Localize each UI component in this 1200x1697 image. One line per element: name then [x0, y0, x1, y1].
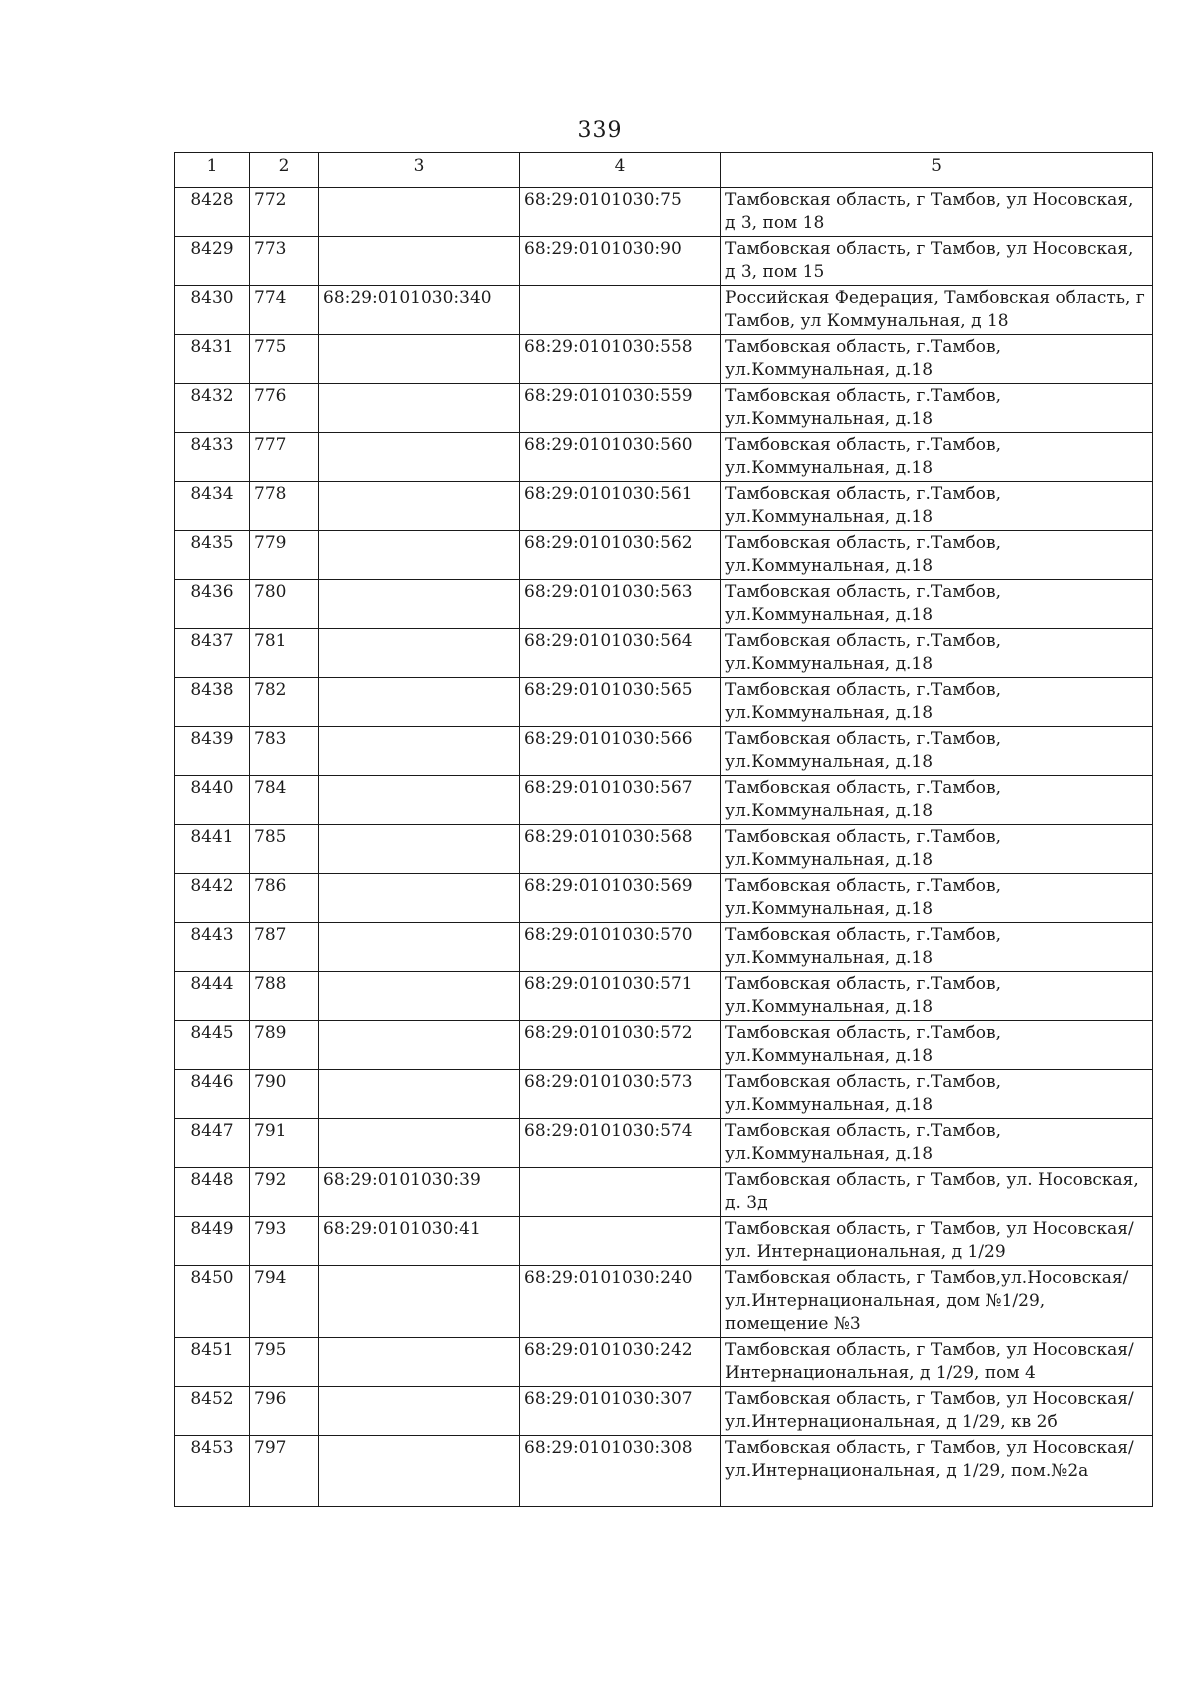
cell-cadastral-object [520, 1217, 721, 1266]
cell-number: 774 [250, 286, 319, 335]
table-row [175, 1119, 1153, 1168]
cell-address: Тамбовская область, г.Тамбов, ул.Коммунальная, д.18 [721, 629, 1153, 678]
cell-number: 787 [250, 923, 319, 972]
cell-index: 8435 [175, 531, 250, 580]
table-row [175, 1338, 1153, 1387]
cell-cadastral-land [319, 384, 520, 433]
cell-number: 778 [250, 482, 319, 531]
cell-cadastral-land [319, 433, 520, 482]
table-row [175, 972, 1153, 1021]
cell-address: Российская Федерация, Тамбовская область, г Тамбов, ул Коммунальная, д 18 [721, 286, 1153, 335]
table-row [175, 286, 1153, 335]
cell-cadastral-object: 68:29:0101030:574 [520, 1119, 721, 1168]
cell-cadastral-object [520, 1168, 721, 1217]
cell-cadastral-object: 68:29:0101030:560 [520, 433, 721, 482]
cell-cadastral-object: 68:29:0101030:561 [520, 482, 721, 531]
cell-cadastral-land [319, 874, 520, 923]
table-row [175, 433, 1153, 482]
column-header-3: 3 [319, 153, 520, 188]
table-header-row [175, 153, 1153, 188]
cell-cadastral-object: 68:29:0101030:570 [520, 923, 721, 972]
cell-address: Тамбовская область, г.Тамбов, ул.Коммунальная, д.18 [721, 972, 1153, 1021]
cell-number: 784 [250, 776, 319, 825]
cell-index: 8451 [175, 1338, 250, 1387]
cell-number: 794 [250, 1266, 319, 1338]
table-row [175, 188, 1153, 237]
cell-index: 8441 [175, 825, 250, 874]
cell-address: Тамбовская область, г Тамбов, ул Носовская/ ул. Интернациональная, д 1/29 [721, 1217, 1153, 1266]
cell-index: 8432 [175, 384, 250, 433]
cell-index: 8452 [175, 1387, 250, 1436]
cell-address: Тамбовская область, г.Тамбов, ул.Коммунальная, д.18 [721, 384, 1153, 433]
cell-index: 8444 [175, 972, 250, 1021]
cell-cadastral-land [319, 580, 520, 629]
table-row [175, 482, 1153, 531]
cell-index: 8437 [175, 629, 250, 678]
cell-cadastral-land [319, 1119, 520, 1168]
cell-cadastral-land [319, 1338, 520, 1387]
column-header-1: 1 [175, 153, 250, 188]
cell-address: Тамбовская область, г Тамбов,ул.Носовская/ул.Интернациональная, дом №1/29, помещение №3 [721, 1266, 1153, 1338]
cell-cadastral-object: 68:29:0101030:564 [520, 629, 721, 678]
table-row [175, 1266, 1153, 1338]
table-row [175, 531, 1153, 580]
registry-table [174, 152, 1153, 1507]
cell-cadastral-object: 68:29:0101030:562 [520, 531, 721, 580]
cell-cadastral-object: 68:29:0101030:559 [520, 384, 721, 433]
cell-index: 8446 [175, 1070, 250, 1119]
cell-cadastral-object: 68:29:0101030:90 [520, 237, 721, 286]
cell-cadastral-land [319, 678, 520, 727]
cell-address: Тамбовская область, г Тамбов, ул Носовская/Интернациональная, д 1/29, пом 4 [721, 1338, 1153, 1387]
cell-cadastral-object: 68:29:0101030:566 [520, 727, 721, 776]
cell-number: 791 [250, 1119, 319, 1168]
cell-address: Тамбовская область, г.Тамбов, ул.Коммунальная, д.18 [721, 825, 1153, 874]
cell-cadastral-land [319, 531, 520, 580]
table-row [175, 678, 1153, 727]
cell-address: Тамбовская область, г.Тамбов, ул.Коммунальная, д.18 [721, 1119, 1153, 1168]
cell-address: Тамбовская область, г.Тамбов, ул.Коммунальная, д.18 [721, 531, 1153, 580]
cell-index: 8429 [175, 237, 250, 286]
cell-cadastral-land: 68:29:0101030:41 [319, 1217, 520, 1266]
cell-address: Тамбовская область, г.Тамбов, ул.Коммунальная, д.18 [721, 923, 1153, 972]
table-row [175, 923, 1153, 972]
cell-address: Тамбовская область, г.Тамбов, ул.Коммунальная, д.18 [721, 580, 1153, 629]
cell-cadastral-land [319, 1436, 520, 1507]
cell-number: 789 [250, 1021, 319, 1070]
cell-address: Тамбовская область, г.Тамбов, ул.Коммунальная, д.18 [721, 874, 1153, 923]
cell-cadastral-object: 68:29:0101030:308 [520, 1436, 721, 1507]
table-row [175, 237, 1153, 286]
table-row [175, 335, 1153, 384]
cell-address: Тамбовская область, г.Тамбов, ул.Коммунальная, д.18 [721, 776, 1153, 825]
cell-address: Тамбовская область, г.Тамбов, ул.Коммунальная, д.18 [721, 727, 1153, 776]
column-header-4: 4 [520, 153, 721, 188]
cell-number: 780 [250, 580, 319, 629]
cell-cadastral-object: 68:29:0101030:75 [520, 188, 721, 237]
cell-cadastral-object: 68:29:0101030:568 [520, 825, 721, 874]
cell-index: 8450 [175, 1266, 250, 1338]
cell-cadastral-object: 68:29:0101030:563 [520, 580, 721, 629]
page-number: 339 [577, 118, 623, 143]
cell-cadastral-land: 68:29:0101030:39 [319, 1168, 520, 1217]
cell-address: Тамбовская область, г Тамбов, ул Носовская, д 3, пом 18 [721, 188, 1153, 237]
cell-index: 8436 [175, 580, 250, 629]
cell-cadastral-land [319, 188, 520, 237]
cell-number: 781 [250, 629, 319, 678]
table-row [175, 727, 1153, 776]
cell-index: 8445 [175, 1021, 250, 1070]
cell-cadastral-land [319, 923, 520, 972]
table-row [175, 1021, 1153, 1070]
cell-number: 776 [250, 384, 319, 433]
cell-cadastral-land: 68:29:0101030:340 [319, 286, 520, 335]
cell-cadastral-land [319, 776, 520, 825]
cell-number: 779 [250, 531, 319, 580]
cell-cadastral-object: 68:29:0101030:571 [520, 972, 721, 1021]
table-body [175, 188, 1153, 1507]
cell-cadastral-land [319, 1070, 520, 1119]
table-row [175, 874, 1153, 923]
cell-cadastral-land [319, 1021, 520, 1070]
cell-number: 793 [250, 1217, 319, 1266]
cell-number: 792 [250, 1168, 319, 1217]
cell-number: 773 [250, 237, 319, 286]
cell-number: 782 [250, 678, 319, 727]
cell-number: 795 [250, 1338, 319, 1387]
cell-cadastral-object: 68:29:0101030:567 [520, 776, 721, 825]
cell-address: Тамбовская область, г Тамбов, ул. Носовская, д. 3д [721, 1168, 1153, 1217]
table-row [175, 1436, 1153, 1507]
cell-index: 8434 [175, 482, 250, 531]
column-header-5: 5 [721, 153, 1153, 188]
cell-index: 8442 [175, 874, 250, 923]
cell-address: Тамбовская область, г.Тамбов, ул.Коммунальная, д.18 [721, 1021, 1153, 1070]
cell-index: 8431 [175, 335, 250, 384]
cell-address: Тамбовская область, г.Тамбов, ул.Коммунальная, д.18 [721, 433, 1153, 482]
cell-index: 8443 [175, 923, 250, 972]
cell-cadastral-object: 68:29:0101030:240 [520, 1266, 721, 1338]
cell-number: 790 [250, 1070, 319, 1119]
table-row [175, 776, 1153, 825]
cell-cadastral-land [319, 825, 520, 874]
cell-cadastral-land [319, 727, 520, 776]
table-row [175, 1168, 1153, 1217]
cell-address: Тамбовская область, г.Тамбов, ул.Коммунальная, д.18 [721, 335, 1153, 384]
cell-cadastral-object: 68:29:0101030:569 [520, 874, 721, 923]
cell-address: Тамбовская область, г Тамбов, ул Носовская, д 3, пом 15 [721, 237, 1153, 286]
cell-cadastral-land [319, 972, 520, 1021]
cell-index: 8433 [175, 433, 250, 482]
cell-number: 783 [250, 727, 319, 776]
table-row [175, 825, 1153, 874]
cell-cadastral-object: 68:29:0101030:572 [520, 1021, 721, 1070]
cell-number: 796 [250, 1387, 319, 1436]
cell-cadastral-land [319, 335, 520, 384]
cell-address: Тамбовская область, г.Тамбов, ул.Коммунальная, д.18 [721, 678, 1153, 727]
cell-index: 8430 [175, 286, 250, 335]
cell-number: 788 [250, 972, 319, 1021]
column-header-2: 2 [250, 153, 319, 188]
cell-index: 8438 [175, 678, 250, 727]
cell-number: 772 [250, 188, 319, 237]
cell-cadastral-object [520, 286, 721, 335]
cell-cadastral-object: 68:29:0101030:558 [520, 335, 721, 384]
cell-number: 775 [250, 335, 319, 384]
cell-index: 8448 [175, 1168, 250, 1217]
cell-address: Тамбовская область, г.Тамбов, ул.Коммунальная, д.18 [721, 1070, 1153, 1119]
cell-index: 8428 [175, 188, 250, 237]
cell-cadastral-land [319, 1266, 520, 1338]
cell-number: 785 [250, 825, 319, 874]
cell-cadastral-land [319, 237, 520, 286]
cell-cadastral-object: 68:29:0101030:565 [520, 678, 721, 727]
cell-number: 797 [250, 1436, 319, 1507]
cell-cadastral-object: 68:29:0101030:573 [520, 1070, 721, 1119]
cell-number: 777 [250, 433, 319, 482]
cell-number: 786 [250, 874, 319, 923]
table-row [175, 1387, 1153, 1436]
cell-index: 8447 [175, 1119, 250, 1168]
cell-index: 8453 [175, 1436, 250, 1507]
cell-cadastral-object: 68:29:0101030:242 [520, 1338, 721, 1387]
cell-index: 8449 [175, 1217, 250, 1266]
table-row [175, 1070, 1153, 1119]
cell-cadastral-land [319, 482, 520, 531]
cell-address: Тамбовская область, г Тамбов, ул Носовская/ул.Интернациональная, д 1/29, кв 2б [721, 1387, 1153, 1436]
table-row [175, 384, 1153, 433]
cell-address: Тамбовская область, г.Тамбов, ул.Коммунальная, д.18 [721, 482, 1153, 531]
cell-index: 8440 [175, 776, 250, 825]
cell-cadastral-object: 68:29:0101030:307 [520, 1387, 721, 1436]
table-row [175, 1217, 1153, 1266]
cell-address: Тамбовская область, г Тамбов, ул Носовская/ул.Интернациональная, д 1/29, пом.№2а [721, 1436, 1153, 1507]
cell-cadastral-land [319, 1387, 520, 1436]
table-row [175, 580, 1153, 629]
cell-cadastral-land [319, 629, 520, 678]
cell-index: 8439 [175, 727, 250, 776]
table-row [175, 629, 1153, 678]
